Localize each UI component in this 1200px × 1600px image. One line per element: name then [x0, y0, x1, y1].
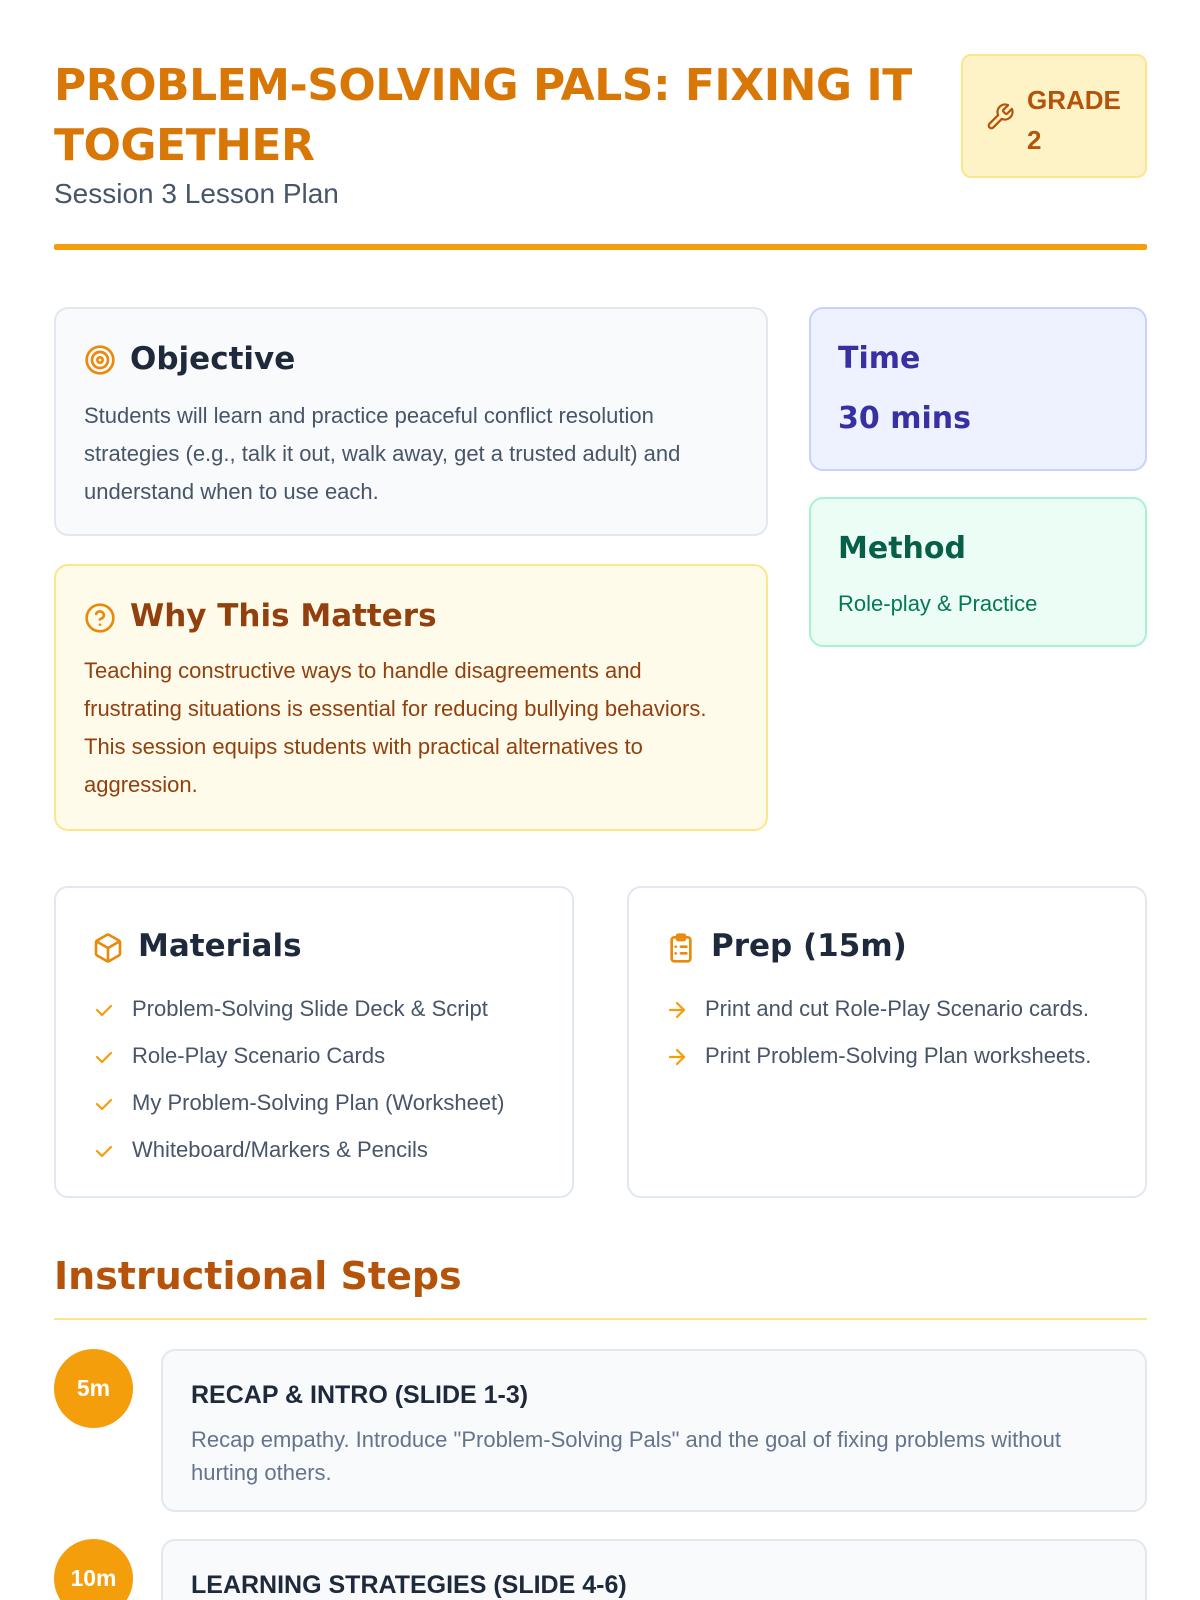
materials-item-text: My Problem-Solving Plan (Worksheet) — [132, 1090, 505, 1115]
time-label: Time — [838, 341, 921, 376]
method-value: Role-play & Practice — [838, 591, 1038, 616]
page-title: PROBLEM-SOLVING PALS: FIXING IT TOGETHER — [54, 60, 912, 171]
prep-title: Prep (15m) — [711, 928, 907, 964]
header-divider — [54, 244, 1147, 250]
step-text: Recap empathy. Introduce "Problem-Solving Pals" and the goal of fixing problems without hurting others. — [191, 1427, 1062, 1485]
materials-item-text: Whiteboard/Markers & Pencils — [132, 1137, 428, 1162]
wrench-icon — [985, 102, 1015, 132]
prep-item-text: Print Problem-Solving Plan worksheets. — [705, 1043, 1092, 1068]
header — [54, 52, 1147, 252]
prep-item-text: Print and cut Role-Play Scenario cards. — [705, 996, 1089, 1021]
step-duration-badge: 5m — [54, 1349, 133, 1428]
materials-title: Materials — [138, 928, 302, 964]
prep-card — [627, 886, 1147, 1198]
step-title: RECAP & INTRO (SLIDE 1-3) — [191, 1381, 529, 1409]
arrow-right-icon — [665, 1045, 689, 1069]
grade-badge — [961, 54, 1147, 178]
grade-label: GRADE — [1027, 85, 1121, 115]
steps-divider — [54, 1318, 1147, 1320]
list-item — [92, 1039, 562, 1072]
question-circle-icon — [84, 602, 116, 634]
list-item — [665, 1039, 1125, 1072]
page-subtitle: Session 3 Lesson Plan — [54, 178, 339, 209]
check-icon — [92, 1139, 116, 1163]
objective-text: Students will learn and practice peaceful conflict resolution strategies (e.g., talk it out, walk away, get a trusted adult) and understand when to use each. — [84, 403, 681, 504]
check-icon — [92, 1045, 116, 1069]
why-card — [54, 564, 768, 831]
objective-title: Objective — [130, 341, 296, 377]
step-title: LEARNING STRATEGIES (SLIDE 4-6) — [191, 1571, 627, 1599]
list-item — [92, 1133, 562, 1166]
check-icon — [92, 1092, 116, 1116]
target-icon — [84, 344, 116, 376]
step-duration-badge: 10m — [54, 1539, 133, 1600]
grade-text — [1027, 80, 1121, 160]
materials-item-text: Problem-Solving Slide Deck & Script — [132, 996, 488, 1021]
list-item — [92, 992, 562, 1025]
grade-value: 2 — [1027, 125, 1042, 155]
clipboard-icon — [665, 932, 697, 964]
why-title: Why This Matters — [130, 598, 437, 634]
step-card — [161, 1539, 1147, 1600]
list-item — [92, 1086, 562, 1119]
time-card — [809, 307, 1147, 471]
method-card — [809, 497, 1147, 647]
method-label: Method — [838, 531, 966, 566]
prep-list — [665, 992, 1125, 1086]
materials-card — [54, 886, 574, 1198]
arrow-right-icon — [665, 998, 689, 1022]
objective-card — [54, 307, 768, 536]
step-card — [161, 1349, 1147, 1512]
list-item — [665, 992, 1125, 1025]
why-text: Teaching constructive ways to handle disagreements and frustrating situations is essential for reducing bullying behaviors. This session equips students with practical alternatives to aggression. — [84, 658, 707, 797]
steps-heading: Instructional Steps — [54, 1254, 462, 1298]
check-icon — [92, 998, 116, 1022]
box-icon — [92, 932, 124, 964]
materials-item-text: Role-Play Scenario Cards — [132, 1043, 386, 1068]
time-value: 30 mins — [838, 401, 971, 436]
materials-list — [92, 992, 562, 1180]
